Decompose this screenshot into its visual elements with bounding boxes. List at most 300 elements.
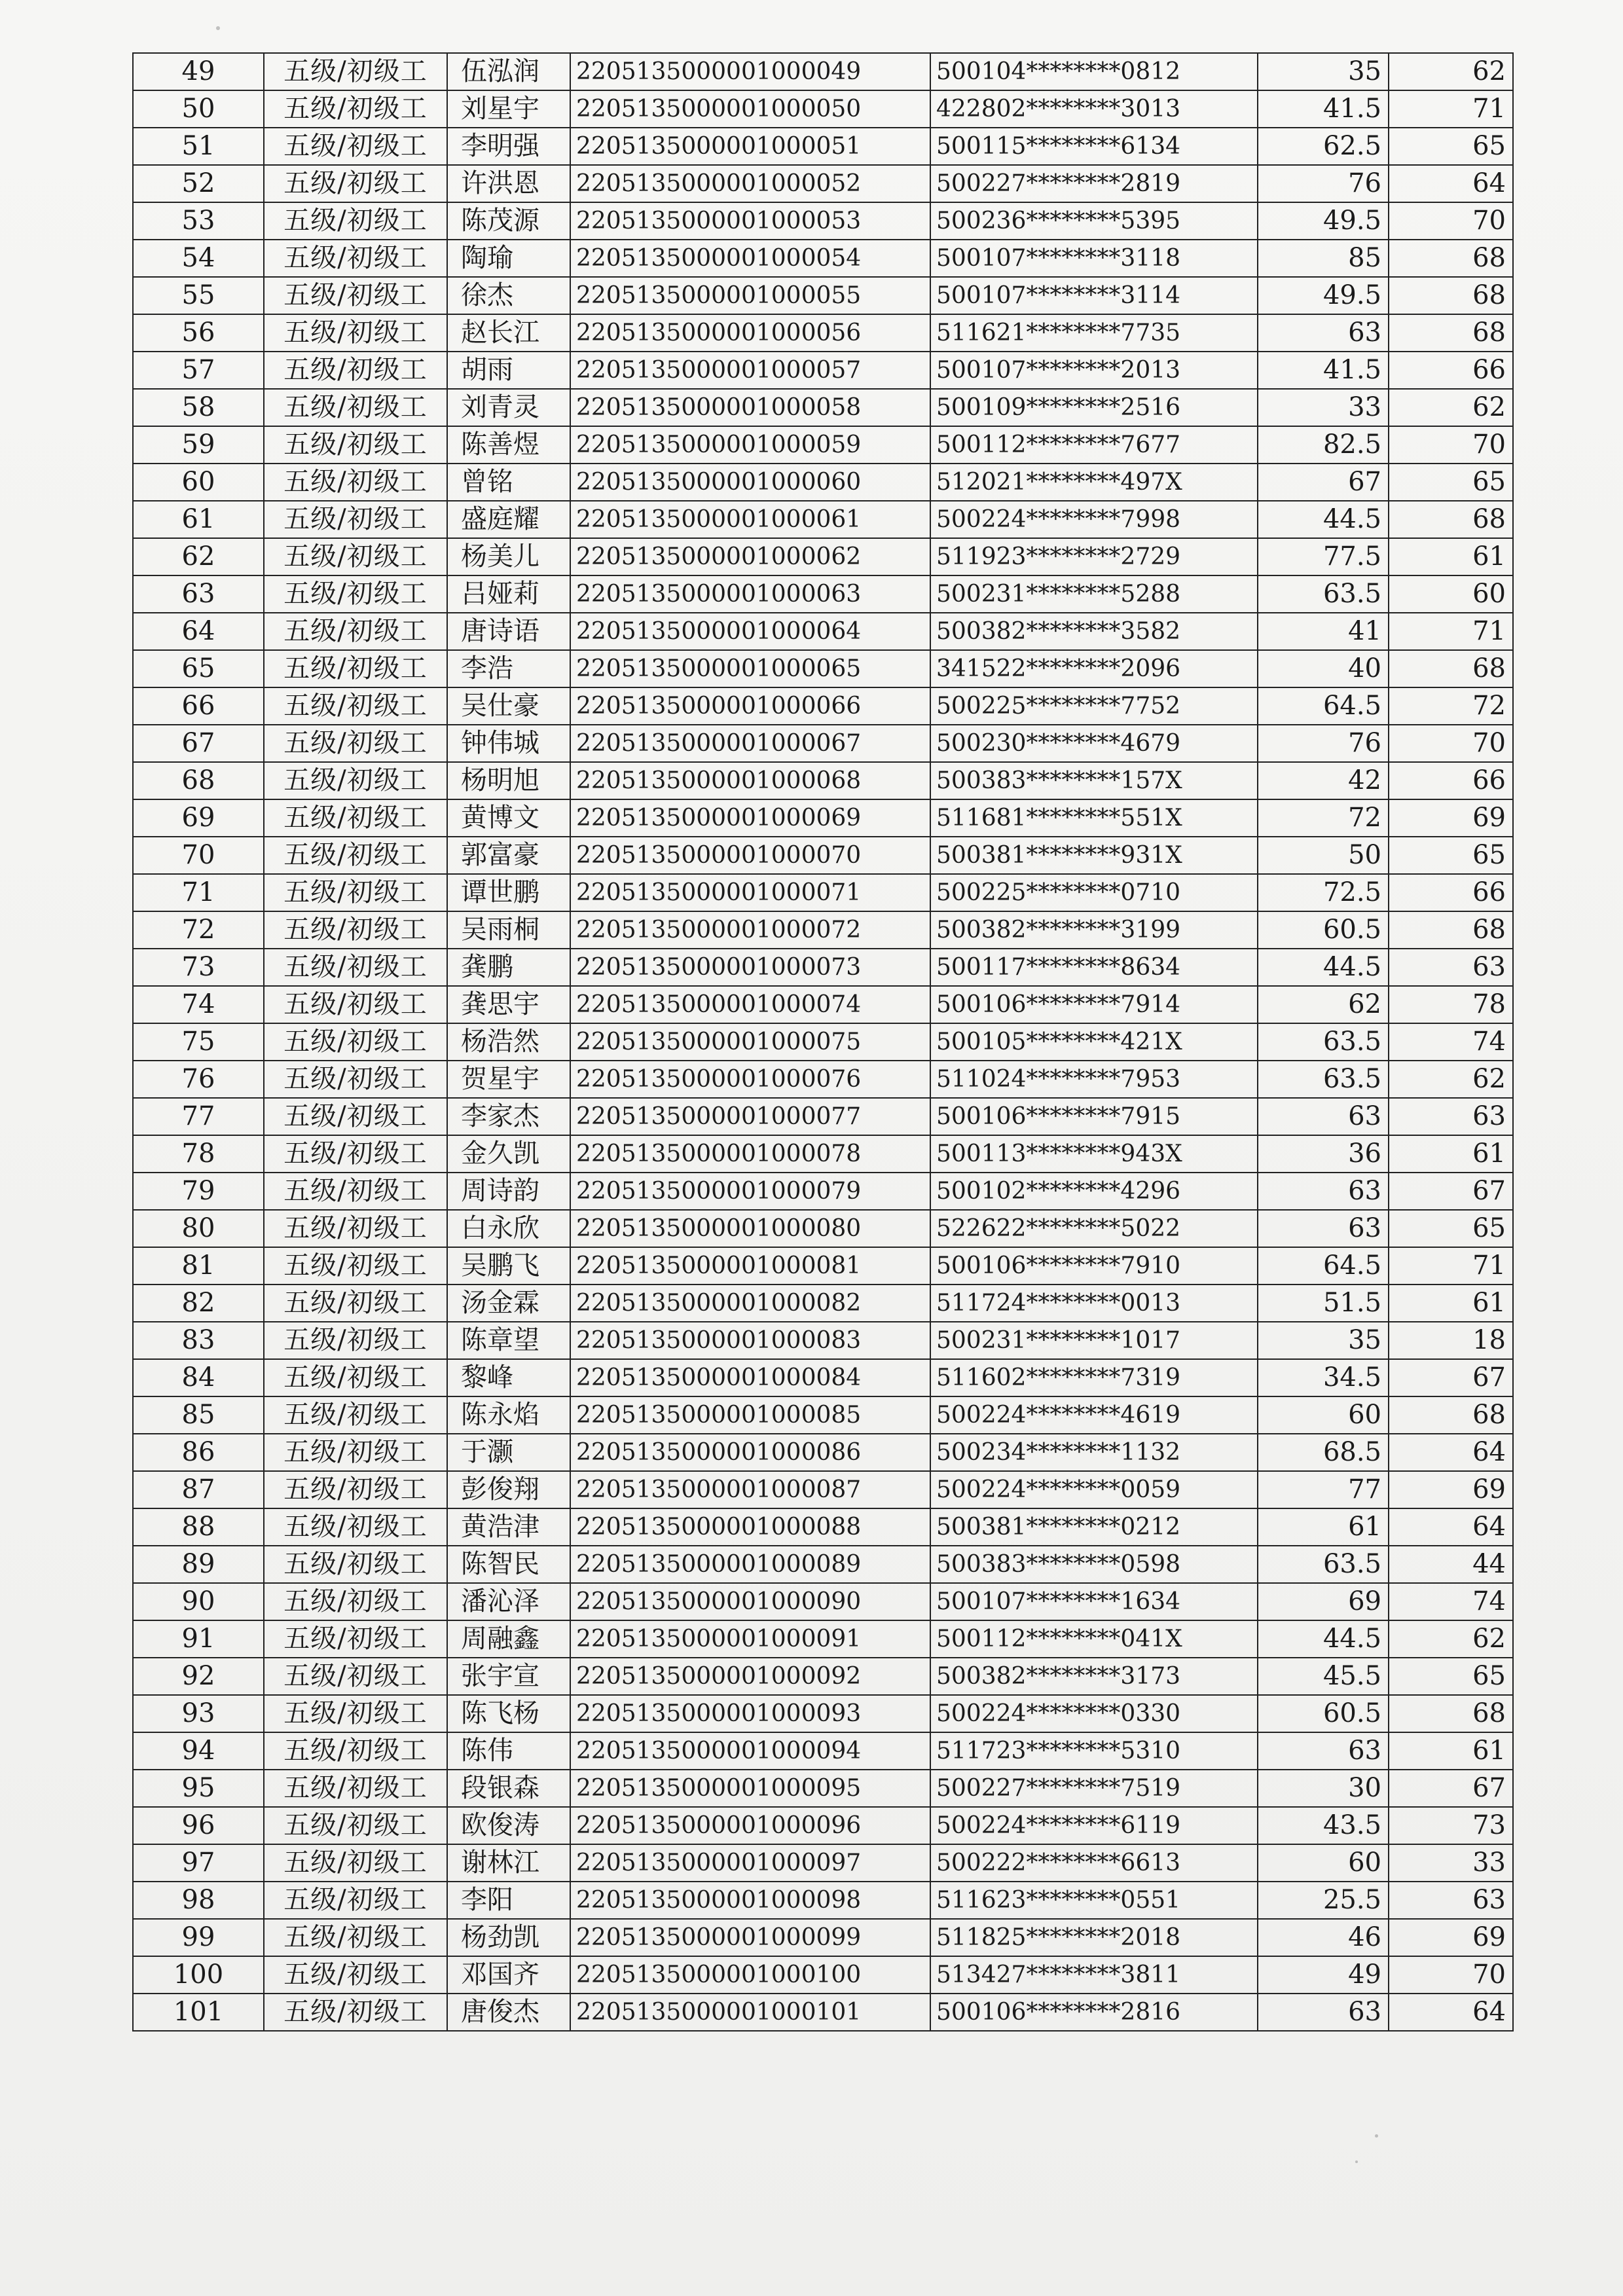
score-1-cell: 63.5: [1258, 575, 1389, 613]
skill-level-cell: 五级/初级工: [264, 1210, 447, 1247]
skill-level-cell: 五级/初级工: [264, 1359, 447, 1396]
scan-speck: [216, 26, 220, 30]
serial-number-cell: 66: [133, 687, 264, 725]
serial-number-cell: 99: [133, 1919, 264, 1956]
score-2-cell: 18: [1389, 1322, 1513, 1359]
candidate-name-cell: 李家杰: [447, 1098, 570, 1135]
masked-id-number-cell: 500231********5288: [930, 575, 1258, 613]
score-1-cell: 82.5: [1258, 426, 1389, 464]
score-1-cell: 60.5: [1258, 911, 1389, 949]
skill-level-cell: 五级/初级工: [264, 1620, 447, 1658]
score-2-cell: 65: [1389, 464, 1513, 501]
masked-id-number-cell: 500224********4619: [930, 1396, 1258, 1434]
serial-number-cell: 96: [133, 1807, 264, 1844]
serial-number-cell: 64: [133, 613, 264, 650]
score-2-cell: 70: [1389, 426, 1513, 464]
masked-id-number-cell: 511024********7953: [930, 1061, 1258, 1098]
certificate-number-cell: 2205135000001000055: [570, 277, 930, 314]
candidate-name-cell: 陈飞杨: [447, 1695, 570, 1732]
serial-number-cell: 77: [133, 1098, 264, 1135]
skill-level-cell: 五级/初级工: [264, 389, 447, 426]
score-1-cell: 30: [1258, 1770, 1389, 1807]
serial-number-cell: 65: [133, 650, 264, 687]
score-2-cell: 62: [1389, 1061, 1513, 1098]
skill-level-cell: 五级/初级工: [264, 538, 447, 575]
serial-number-cell: 61: [133, 501, 264, 538]
table-row: [133, 650, 1513, 687]
serial-number-cell: 84: [133, 1359, 264, 1396]
serial-number-cell: 76: [133, 1061, 264, 1098]
serial-number-cell: 81: [133, 1247, 264, 1285]
score-1-cell: 50: [1258, 837, 1389, 874]
table-row: [133, 575, 1513, 613]
certificate-number-cell: 2205135000001000079: [570, 1173, 930, 1210]
candidate-name-cell: 徐杰: [447, 277, 570, 314]
masked-id-number-cell: 522622********5022: [930, 1210, 1258, 1247]
table-row: [133, 1956, 1513, 1994]
serial-number-cell: 83: [133, 1322, 264, 1359]
serial-number-cell: 58: [133, 389, 264, 426]
score-2-cell: 71: [1389, 90, 1513, 128]
serial-number-cell: 91: [133, 1620, 264, 1658]
score-1-cell: 63.5: [1258, 1061, 1389, 1098]
score-2-cell: 67: [1389, 1770, 1513, 1807]
score-1-cell: 49.5: [1258, 202, 1389, 240]
score-1-cell: 64.5: [1258, 1247, 1389, 1285]
certificate-number-cell: 2205135000001000065: [570, 650, 930, 687]
certificate-number-cell: 2205135000001000057: [570, 352, 930, 389]
masked-id-number-cell: 500225********0710: [930, 874, 1258, 911]
score-2-cell: 64: [1389, 1508, 1513, 1546]
skill-level-cell: 五级/初级工: [264, 986, 447, 1023]
certificate-number-cell: 2205135000001000077: [570, 1098, 930, 1135]
candidate-name-cell: 龚思宇: [447, 986, 570, 1023]
score-2-cell: 67: [1389, 1173, 1513, 1210]
score-2-cell: 66: [1389, 762, 1513, 799]
masked-id-number-cell: 500231********1017: [930, 1322, 1258, 1359]
table-row: [133, 1135, 1513, 1173]
score-2-cell: 61: [1389, 538, 1513, 575]
serial-number-cell: 75: [133, 1023, 264, 1061]
skill-level-cell: 五级/初级工: [264, 949, 447, 986]
score-1-cell: 41.5: [1258, 90, 1389, 128]
table-row: [133, 128, 1513, 165]
skill-level-cell: 五级/初级工: [264, 650, 447, 687]
candidate-name-cell: 陈章望: [447, 1322, 570, 1359]
candidate-name-cell: 陈茂源: [447, 202, 570, 240]
certificate-number-cell: 2205135000001000090: [570, 1583, 930, 1620]
serial-number-cell: 82: [133, 1285, 264, 1322]
masked-id-number-cell: 500104********0812: [930, 53, 1258, 90]
score-2-cell: 68: [1389, 1396, 1513, 1434]
masked-id-number-cell: 500383********0598: [930, 1546, 1258, 1583]
score-1-cell: 85: [1258, 240, 1389, 277]
masked-id-number-cell: 511621********7735: [930, 314, 1258, 352]
score-2-cell: 68: [1389, 314, 1513, 352]
certificate-number-cell: 2205135000001000076: [570, 1061, 930, 1098]
table-row: [133, 202, 1513, 240]
table-row: [133, 240, 1513, 277]
masked-id-number-cell: 500117********8634: [930, 949, 1258, 986]
score-2-cell: 73: [1389, 1807, 1513, 1844]
score-1-cell: 67: [1258, 464, 1389, 501]
candidate-name-cell: 吴雨桐: [447, 911, 570, 949]
table-body: [133, 53, 1513, 2031]
masked-id-number-cell: 500382********3173: [930, 1658, 1258, 1695]
certificate-number-cell: 2205135000001000101: [570, 1994, 930, 2031]
score-1-cell: 40: [1258, 650, 1389, 687]
score-2-cell: 61: [1389, 1732, 1513, 1770]
skill-level-cell: 五级/初级工: [264, 1247, 447, 1285]
certificate-number-cell: 2205135000001000069: [570, 799, 930, 837]
score-2-cell: 63: [1389, 949, 1513, 986]
serial-number-cell: 56: [133, 314, 264, 352]
certificate-number-cell: 2205135000001000087: [570, 1471, 930, 1508]
skill-level-cell: 五级/初级工: [264, 1434, 447, 1471]
serial-number-cell: 72: [133, 911, 264, 949]
serial-number-cell: 73: [133, 949, 264, 986]
serial-number-cell: 101: [133, 1994, 264, 2031]
score-2-cell: 63: [1389, 1098, 1513, 1135]
candidate-name-cell: 邓国齐: [447, 1956, 570, 1994]
certificate-number-cell: 2205135000001000071: [570, 874, 930, 911]
candidate-name-cell: 胡雨: [447, 352, 570, 389]
score-1-cell: 60: [1258, 1396, 1389, 1434]
certificate-number-cell: 2205135000001000062: [570, 538, 930, 575]
serial-number-cell: 60: [133, 464, 264, 501]
skill-level-cell: 五级/初级工: [264, 1135, 447, 1173]
table-row: [133, 464, 1513, 501]
table-row: [133, 277, 1513, 314]
table-row: [133, 1882, 1513, 1919]
score-2-cell: 68: [1389, 911, 1513, 949]
masked-id-number-cell: 511723********5310: [930, 1732, 1258, 1770]
serial-number-cell: 55: [133, 277, 264, 314]
candidate-name-cell: 龚鹏: [447, 949, 570, 986]
skill-level-cell: 五级/初级工: [264, 1732, 447, 1770]
table-row: [133, 1770, 1513, 1807]
skill-level-cell: 五级/初级工: [264, 1023, 447, 1061]
masked-id-number-cell: 500106********7915: [930, 1098, 1258, 1135]
masked-id-number-cell: 500224********0330: [930, 1695, 1258, 1732]
candidate-name-cell: 陈智民: [447, 1546, 570, 1583]
table-row: [133, 1508, 1513, 1546]
serial-number-cell: 90: [133, 1583, 264, 1620]
masked-id-number-cell: 500106********7914: [930, 986, 1258, 1023]
score-2-cell: 74: [1389, 1023, 1513, 1061]
candidate-name-cell: 盛庭耀: [447, 501, 570, 538]
certificate-number-cell: 2205135000001000089: [570, 1546, 930, 1583]
score-1-cell: 36: [1258, 1135, 1389, 1173]
skill-level-cell: 五级/初级工: [264, 1285, 447, 1322]
score-2-cell: 61: [1389, 1135, 1513, 1173]
certificate-number-cell: 2205135000001000063: [570, 575, 930, 613]
table-row: [133, 1359, 1513, 1396]
skill-level-cell: 五级/初级工: [264, 1061, 447, 1098]
score-2-cell: 69: [1389, 1919, 1513, 1956]
certificate-number-cell: 2205135000001000088: [570, 1508, 930, 1546]
score-1-cell: 43.5: [1258, 1807, 1389, 1844]
table-row: [133, 874, 1513, 911]
certificate-number-cell: 2205135000001000099: [570, 1919, 930, 1956]
masked-id-number-cell: 500102********4296: [930, 1173, 1258, 1210]
candidate-name-cell: 杨明旭: [447, 762, 570, 799]
score-1-cell: 44.5: [1258, 501, 1389, 538]
certificate-number-cell: 2205135000001000073: [570, 949, 930, 986]
score-1-cell: 45.5: [1258, 1658, 1389, 1695]
score-1-cell: 63: [1258, 1994, 1389, 2031]
score-2-cell: 63: [1389, 1882, 1513, 1919]
score-2-cell: 74: [1389, 1583, 1513, 1620]
serial-number-cell: 51: [133, 128, 264, 165]
masked-id-number-cell: 500225********7752: [930, 687, 1258, 725]
table-row: [133, 165, 1513, 202]
certificate-number-cell: 2205135000001000056: [570, 314, 930, 352]
table-row: [133, 986, 1513, 1023]
candidate-name-cell: 杨浩然: [447, 1023, 570, 1061]
candidate-name-cell: 杨劲凯: [447, 1919, 570, 1956]
score-1-cell: 63: [1258, 314, 1389, 352]
table-row: [133, 762, 1513, 799]
candidate-name-cell: 谭世鹏: [447, 874, 570, 911]
candidate-name-cell: 唐诗语: [447, 613, 570, 650]
score-1-cell: 51.5: [1258, 1285, 1389, 1322]
skill-level-cell: 五级/初级工: [264, 725, 447, 762]
serial-number-cell: 100: [133, 1956, 264, 1994]
candidate-name-cell: 于灏: [447, 1434, 570, 1471]
certificate-number-cell: 2205135000001000100: [570, 1956, 930, 1994]
score-2-cell: 78: [1389, 986, 1513, 1023]
serial-number-cell: 86: [133, 1434, 264, 1471]
masked-id-number-cell: 500236********5395: [930, 202, 1258, 240]
certificate-number-cell: 2205135000001000080: [570, 1210, 930, 1247]
certificate-number-cell: 2205135000001000049: [570, 53, 930, 90]
score-1-cell: 44.5: [1258, 949, 1389, 986]
table-row: [133, 1247, 1513, 1285]
table-row: [133, 1023, 1513, 1061]
score-2-cell: 65: [1389, 1658, 1513, 1695]
score-1-cell: 63: [1258, 1098, 1389, 1135]
serial-number-cell: 57: [133, 352, 264, 389]
table-row: [133, 1807, 1513, 1844]
score-1-cell: 61: [1258, 1508, 1389, 1546]
skill-level-cell: 五级/初级工: [264, 277, 447, 314]
score-2-cell: 62: [1389, 1620, 1513, 1658]
score-1-cell: 25.5: [1258, 1882, 1389, 1919]
score-1-cell: 35: [1258, 1322, 1389, 1359]
serial-number-cell: 67: [133, 725, 264, 762]
masked-id-number-cell: 500382********3582: [930, 613, 1258, 650]
table-row: [133, 352, 1513, 389]
skill-level-cell: 五级/初级工: [264, 202, 447, 240]
score-2-cell: 62: [1389, 53, 1513, 90]
certificate-number-cell: 2205135000001000066: [570, 687, 930, 725]
score-1-cell: 34.5: [1258, 1359, 1389, 1396]
serial-number-cell: 92: [133, 1658, 264, 1695]
serial-number-cell: 71: [133, 874, 264, 911]
candidate-name-cell: 郭富豪: [447, 837, 570, 874]
masked-id-number-cell: 511602********7319: [930, 1359, 1258, 1396]
score-2-cell: 65: [1389, 837, 1513, 874]
candidate-name-cell: 吴仕豪: [447, 687, 570, 725]
masked-id-number-cell: 500381********0212: [930, 1508, 1258, 1546]
skill-level-cell: 五级/初级工: [264, 1695, 447, 1732]
candidate-name-cell: 周诗韵: [447, 1173, 570, 1210]
serial-number-cell: 80: [133, 1210, 264, 1247]
score-2-cell: 68: [1389, 650, 1513, 687]
masked-id-number-cell: 500227********7519: [930, 1770, 1258, 1807]
masked-id-number-cell: 513427********3811: [930, 1956, 1258, 1994]
score-2-cell: 66: [1389, 352, 1513, 389]
scan-speck: [1375, 2134, 1378, 2138]
candidate-name-cell: 白永欣: [447, 1210, 570, 1247]
score-2-cell: 68: [1389, 1695, 1513, 1732]
certificate-number-cell: 2205135000001000070: [570, 837, 930, 874]
score-1-cell: 77: [1258, 1471, 1389, 1508]
score-2-cell: 65: [1389, 1210, 1513, 1247]
masked-id-number-cell: 511825********2018: [930, 1919, 1258, 1956]
table-row: [133, 1546, 1513, 1583]
candidate-name-cell: 彭俊翔: [447, 1471, 570, 1508]
masked-id-number-cell: 500382********3199: [930, 911, 1258, 949]
masked-id-number-cell: 500107********3118: [930, 240, 1258, 277]
skill-level-cell: 五级/初级工: [264, 1807, 447, 1844]
masked-id-number-cell: 500112********7677: [930, 426, 1258, 464]
table-row: [133, 687, 1513, 725]
serial-number-cell: 88: [133, 1508, 264, 1546]
score-2-cell: 60: [1389, 575, 1513, 613]
masked-id-number-cell: 500107********1634: [930, 1583, 1258, 1620]
score-2-cell: 68: [1389, 501, 1513, 538]
skill-level-cell: 五级/初级工: [264, 352, 447, 389]
certificate-number-cell: 2205135000001000091: [570, 1620, 930, 1658]
score-1-cell: 41.5: [1258, 352, 1389, 389]
candidate-name-cell: 刘青灵: [447, 389, 570, 426]
certificate-number-cell: 2205135000001000051: [570, 128, 930, 165]
score-1-cell: 76: [1258, 165, 1389, 202]
serial-number-cell: 53: [133, 202, 264, 240]
score-2-cell: 71: [1389, 1247, 1513, 1285]
table-row: [133, 314, 1513, 352]
table-row: [133, 1285, 1513, 1322]
skill-level-cell: 五级/初级工: [264, 1844, 447, 1882]
skill-level-cell: 五级/初级工: [264, 464, 447, 501]
certificate-number-cell: 2205135000001000058: [570, 389, 930, 426]
skill-level-cell: 五级/初级工: [264, 911, 447, 949]
candidate-name-cell: 金久凯: [447, 1135, 570, 1173]
serial-number-cell: 50: [133, 90, 264, 128]
candidate-name-cell: 欧俊涛: [447, 1807, 570, 1844]
serial-number-cell: 49: [133, 53, 264, 90]
certificate-number-cell: 2205135000001000074: [570, 986, 930, 1023]
masked-id-number-cell: 500105********421X: [930, 1023, 1258, 1061]
score-1-cell: 69: [1258, 1583, 1389, 1620]
masked-id-number-cell: 500224********6119: [930, 1807, 1258, 1844]
skill-level-cell: 五级/初级工: [264, 1396, 447, 1434]
skill-level-cell: 五级/初级工: [264, 1583, 447, 1620]
score-1-cell: 60.5: [1258, 1695, 1389, 1732]
serial-number-cell: 85: [133, 1396, 264, 1434]
certificate-number-cell: 2205135000001000052: [570, 165, 930, 202]
masked-id-number-cell: 511681********551X: [930, 799, 1258, 837]
certificate-number-cell: 2205135000001000072: [570, 911, 930, 949]
certificate-number-cell: 2205135000001000060: [570, 464, 930, 501]
score-1-cell: 42: [1258, 762, 1389, 799]
masked-id-number-cell: 500109********2516: [930, 389, 1258, 426]
table-row: [133, 1994, 1513, 2031]
serial-number-cell: 95: [133, 1770, 264, 1807]
table-row: [133, 53, 1513, 90]
score-1-cell: 63.5: [1258, 1546, 1389, 1583]
certificate-number-cell: 2205135000001000098: [570, 1882, 930, 1919]
candidate-name-cell: 赵长江: [447, 314, 570, 352]
candidate-name-cell: 张宇宣: [447, 1658, 570, 1695]
masked-id-number-cell: 500381********931X: [930, 837, 1258, 874]
skill-level-cell: 五级/初级工: [264, 799, 447, 837]
masked-id-number-cell: 422802********3013: [930, 90, 1258, 128]
score-1-cell: 49.5: [1258, 277, 1389, 314]
serial-number-cell: 87: [133, 1471, 264, 1508]
candidate-name-cell: 谢林江: [447, 1844, 570, 1882]
table-row: [133, 837, 1513, 874]
skill-level-cell: 五级/初级工: [264, 613, 447, 650]
masked-id-number-cell: 500115********6134: [930, 128, 1258, 165]
candidate-name-cell: 段银森: [447, 1770, 570, 1807]
table-row: [133, 949, 1513, 986]
candidate-name-cell: 潘沁泽: [447, 1583, 570, 1620]
masked-id-number-cell: 500222********6613: [930, 1844, 1258, 1882]
table-row: [133, 911, 1513, 949]
serial-number-cell: 63: [133, 575, 264, 613]
certificate-number-cell: 2205135000001000061: [570, 501, 930, 538]
candidate-name-cell: 黄博文: [447, 799, 570, 837]
masked-id-number-cell: 511724********0013: [930, 1285, 1258, 1322]
skill-level-cell: 五级/初级工: [264, 1098, 447, 1135]
skill-level-cell: 五级/初级工: [264, 90, 447, 128]
score-2-cell: 70: [1389, 1956, 1513, 1994]
masked-id-number-cell: 511623********0551: [930, 1882, 1258, 1919]
score-2-cell: 72: [1389, 687, 1513, 725]
certificate-number-cell: 2205135000001000075: [570, 1023, 930, 1061]
candidate-name-cell: 贺星宇: [447, 1061, 570, 1098]
serial-number-cell: 94: [133, 1732, 264, 1770]
serial-number-cell: 54: [133, 240, 264, 277]
candidate-name-cell: 汤金霖: [447, 1285, 570, 1322]
skill-level-cell: 五级/初级工: [264, 762, 447, 799]
masked-id-number-cell: 511923********2729: [930, 538, 1258, 575]
candidate-name-cell: 唐俊杰: [447, 1994, 570, 2031]
masked-id-number-cell: 500227********2819: [930, 165, 1258, 202]
serial-number-cell: 69: [133, 799, 264, 837]
skill-level-cell: 五级/初级工: [264, 1471, 447, 1508]
score-2-cell: 44: [1389, 1546, 1513, 1583]
exam-score-table: [132, 52, 1514, 2032]
score-1-cell: 44.5: [1258, 1620, 1389, 1658]
table-row: [133, 799, 1513, 837]
candidate-name-cell: 周融鑫: [447, 1620, 570, 1658]
certificate-number-cell: 2205135000001000093: [570, 1695, 930, 1732]
serial-number-cell: 68: [133, 762, 264, 799]
skill-level-cell: 五级/初级工: [264, 1994, 447, 2031]
certificate-number-cell: 2205135000001000082: [570, 1285, 930, 1322]
table-row: [133, 1732, 1513, 1770]
score-1-cell: 63: [1258, 1732, 1389, 1770]
candidate-name-cell: 黎峰: [447, 1359, 570, 1396]
candidate-name-cell: 李阳: [447, 1882, 570, 1919]
score-1-cell: 60: [1258, 1844, 1389, 1882]
score-1-cell: 63: [1258, 1173, 1389, 1210]
score-2-cell: 64: [1389, 1434, 1513, 1471]
